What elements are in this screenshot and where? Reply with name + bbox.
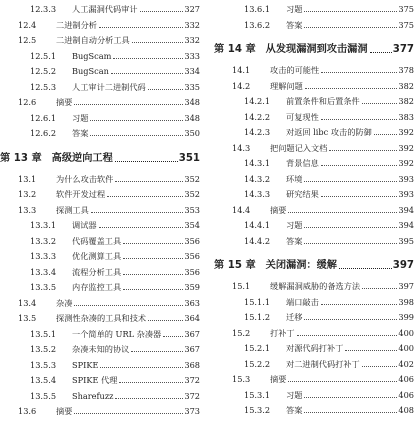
- toc-section-title: 对返回 libc 攻击的防御: [286, 127, 372, 137]
- toc-section-number: 13.5.2: [30, 344, 57, 354]
- toc-page-number: 392: [398, 142, 414, 153]
- toc-page-number: 354: [184, 220, 200, 230]
- toc-section-title: SPIKE 代理: [72, 375, 118, 385]
- dot-leader: [374, 134, 398, 135]
- toc-page-number: 363: [184, 297, 200, 308]
- toc-section-title: 二进制分析: [56, 19, 97, 30]
- toc-section-number: 13.5.3: [30, 359, 57, 370]
- toc-section-title: 端口敲击: [286, 296, 319, 307]
- dot-leader: [107, 196, 183, 197]
- dot-leader: [345, 350, 397, 351]
- toc-page-number: 377: [392, 44, 414, 55]
- toc-page-number: 373: [184, 406, 200, 416]
- toc-section-title: 人工漏洞代码审计: [72, 4, 138, 14]
- toc-entry: [232, 370, 414, 385]
- toc-section-title: 二进制自动分析工具: [56, 35, 130, 45]
- toc-page-number: 334: [184, 66, 200, 76]
- dot-leader: [163, 336, 183, 337]
- toc-entry: [18, 31, 200, 46]
- toc-page-number: 359: [184, 282, 200, 292]
- toc-section-title: 答案: [286, 19, 303, 30]
- dot-leader: [362, 366, 398, 367]
- toc-section-number: 14.2: [232, 80, 251, 91]
- dot-leader: [362, 103, 398, 104]
- dot-leader: [113, 58, 183, 59]
- toc-section-number: 13.2: [18, 189, 37, 199]
- toc-section-title: 缓解漏洞威胁的备选方法: [270, 281, 361, 291]
- toc-page-number: 348: [184, 112, 200, 123]
- dot-leader: [132, 42, 184, 43]
- dot-leader: [115, 161, 178, 162]
- dot-leader: [304, 27, 397, 28]
- toc-chapter-entry: [0, 146, 200, 166]
- toc-entry: [30, 247, 200, 262]
- toc-section-number: 13.4: [18, 297, 37, 308]
- toc-section-title: 迁移: [286, 312, 303, 322]
- toc-entry: [18, 201, 200, 216]
- toc-section-number: 13.1: [18, 173, 37, 184]
- toc-section-title: 研究结果: [286, 189, 319, 199]
- toc-page-number: 352: [184, 189, 200, 199]
- dot-leader: [99, 27, 183, 28]
- dot-leader: [115, 398, 183, 399]
- toc-section-title: 对源代码打补丁: [286, 343, 344, 353]
- toc-entry: [232, 324, 414, 339]
- dot-leader: [111, 73, 183, 74]
- toc-section-title: 调试器: [72, 220, 97, 230]
- dot-leader: [74, 413, 183, 414]
- toc-chapter-entry: [214, 37, 414, 57]
- toc-section-number: 12.6.1: [30, 112, 57, 123]
- dot-leader: [321, 196, 398, 197]
- toc-page-number: 408: [398, 405, 414, 415]
- toc-entry: [30, 263, 200, 278]
- toc-entry: [18, 170, 200, 185]
- toc-section-title: 软件开发过程: [56, 189, 106, 199]
- toc-page-number: 332: [184, 35, 200, 45]
- toc-page-number: 356: [184, 235, 200, 246]
- toc-section-number: 12.5.2: [30, 66, 57, 76]
- dot-leader: [100, 367, 183, 368]
- toc-entry: [18, 93, 200, 108]
- toc-entry: [18, 16, 200, 31]
- toc-section-number: 14.1: [232, 65, 251, 75]
- toc-entry: [244, 401, 414, 416]
- toc-entry: [30, 340, 200, 355]
- toc-section-number: 13.5.5: [30, 390, 57, 401]
- toc-entry: [30, 124, 200, 139]
- toc-page-number: 382: [398, 80, 414, 91]
- toc-section-number: 14.2.1: [244, 96, 271, 106]
- toc-section-number: 14.3.3: [244, 189, 271, 199]
- toc-page-number: 382: [398, 96, 414, 106]
- dot-leader: [304, 319, 397, 320]
- dot-leader: [370, 52, 392, 53]
- toc-entry: [244, 108, 414, 123]
- dot-leader: [305, 88, 398, 89]
- toc-section-title: 摘要: [270, 204, 287, 215]
- dot-leader: [123, 274, 183, 275]
- toc-section-number: 15.1.2: [244, 312, 271, 322]
- dot-leader: [123, 243, 183, 244]
- toc-section-title: 探测性杂凑的工具和技术: [56, 313, 147, 323]
- toc-page-number: 356: [184, 251, 200, 261]
- toc-page-number: 394: [398, 204, 414, 215]
- toc-page-number: 397: [398, 281, 414, 291]
- toc-page-number: 353: [184, 204, 200, 215]
- toc-section-title: 攻击的可能性: [270, 65, 320, 75]
- toc-section-number: 13.6: [18, 406, 37, 416]
- toc-section-number: 12.3.3: [30, 4, 57, 14]
- toc-section-title: 杂凑未知的协议: [72, 344, 130, 354]
- toc-section-number: 14.4.2: [244, 235, 271, 246]
- dot-leader: [148, 320, 183, 321]
- toc-entry: [30, 78, 200, 93]
- toc-page-number: 375: [398, 4, 414, 14]
- toc-page-number: 372: [184, 390, 200, 401]
- toc-entry: [232, 139, 414, 154]
- toc-section-title: 摘要: [270, 374, 287, 384]
- toc-section-title: 关闭漏洞：缓解: [265, 260, 337, 271]
- toc-entry: [30, 62, 200, 77]
- toc-section-number: 13.3.4: [30, 266, 57, 277]
- toc-section-number: 13.6.2: [244, 19, 271, 30]
- toc-page-number: 375: [398, 19, 414, 30]
- toc-entry: [244, 355, 414, 370]
- toc-entry: [30, 371, 200, 386]
- toc-section-number: 第 14 章: [214, 44, 256, 55]
- toc-entry: [30, 325, 200, 340]
- dot-leader: [304, 397, 397, 398]
- toc-entry: [30, 109, 200, 124]
- toc-entry: [244, 0, 414, 15]
- toc-section-title: 从发现漏洞到攻击漏洞: [265, 44, 368, 55]
- dot-leader: [339, 268, 392, 269]
- dot-leader: [90, 120, 183, 121]
- toc-page-number: 335: [184, 81, 200, 92]
- dot-leader: [321, 72, 397, 73]
- toc-entry: [244, 92, 414, 107]
- toc-section-title: 把问题记入文档: [270, 142, 328, 153]
- toc-entry: [244, 308, 414, 323]
- toc-section-title: 打补丁: [270, 327, 295, 338]
- toc-page-number: 333: [184, 50, 200, 61]
- dot-leader: [304, 412, 397, 413]
- toc-section-title: 为什么攻击软件: [56, 173, 114, 184]
- toc-section-title: 前置条件和后置条件: [286, 96, 360, 106]
- dot-leader: [74, 104, 183, 105]
- dot-leader: [304, 227, 397, 228]
- toc-section-number: 第 13 章: [0, 152, 42, 164]
- toc-entry: [30, 387, 200, 402]
- toc-page-number: 367: [184, 344, 200, 354]
- toc-page-number: 402: [398, 358, 414, 369]
- toc-section-title: 高级逆向工程: [51, 152, 113, 164]
- toc-section-title: 习题: [72, 112, 89, 123]
- toc-page-number: 400: [398, 343, 414, 353]
- dot-leader: [148, 89, 184, 90]
- toc-section-number: 14.4: [232, 204, 251, 215]
- dot-leader: [91, 212, 184, 213]
- dot-leader: [288, 212, 397, 213]
- toc-entry: [30, 278, 200, 293]
- toc-section-number: 12.5.3: [30, 81, 57, 92]
- toc-entry: [244, 386, 414, 401]
- toc-section-title: 答案: [72, 128, 89, 138]
- toc-page-number: 406: [398, 389, 414, 400]
- dot-leader: [90, 135, 183, 136]
- toc-page-number: 372: [184, 375, 200, 385]
- toc-page-number: 392: [398, 158, 414, 168]
- toc-section-title: 摘要: [56, 406, 73, 416]
- toc-section-title: 背景信息: [286, 158, 319, 168]
- dot-leader: [131, 351, 183, 352]
- toc-page-number: 399: [398, 312, 414, 322]
- toc-page-number: 368: [184, 359, 200, 370]
- toc-section-number: 第 15 章: [214, 260, 256, 271]
- toc-page-number: 348: [184, 97, 200, 107]
- toc-section-title: 对二进制代码打补丁: [286, 358, 360, 369]
- toc-section-number: 15.2.2: [244, 358, 271, 369]
- toc-section-number: 15.2.1: [244, 343, 271, 353]
- toc-section-number: 13.3.2: [30, 235, 57, 246]
- toc-section-number: 15.3: [232, 374, 251, 384]
- toc-entry: [30, 232, 200, 247]
- toc-page-number: 352: [184, 173, 200, 184]
- toc-page-number: 398: [398, 296, 414, 307]
- toc-page-number: 400: [398, 327, 414, 338]
- toc-section-title: 代码覆盖工具: [72, 235, 122, 246]
- toc-section-number: 12.4: [18, 19, 37, 30]
- toc-entry: [18, 185, 200, 200]
- toc-entry: [18, 402, 200, 417]
- toc-entry: [244, 185, 414, 200]
- toc-section-number: 15.3.2: [244, 405, 271, 415]
- dot-leader: [74, 305, 183, 306]
- toc-entry: [232, 277, 414, 292]
- toc-page-number: 393: [398, 189, 414, 199]
- toc-page-number: 394: [398, 220, 414, 230]
- toc-entry: [30, 216, 200, 231]
- dot-leader: [288, 381, 397, 382]
- dot-leader: [362, 288, 397, 289]
- toc-entry: [244, 339, 414, 354]
- toc-section-title: BugScan: [72, 66, 109, 76]
- toc-page-number: 378: [398, 65, 414, 75]
- dot-leader: [297, 335, 398, 336]
- toc-section-number: 15.2: [232, 327, 251, 338]
- toc-section-title: 一个简单的 URL 杂凑器: [72, 328, 162, 339]
- toc-entry: [232, 61, 414, 76]
- toc-entry: [30, 0, 200, 15]
- toc-section-number: 14.3.1: [244, 158, 271, 168]
- toc-entry: [18, 309, 200, 324]
- toc-section-title: Sharefuzz: [72, 390, 114, 401]
- dot-leader: [321, 119, 398, 120]
- toc-section-number: 13.3.3: [30, 251, 57, 261]
- toc-section-number: 13.3.5: [30, 282, 57, 292]
- toc-section-number: 15.3.1: [244, 389, 271, 400]
- dot-leader: [99, 227, 184, 228]
- toc-section-title: SPIKE: [72, 359, 99, 370]
- toc-section-number: 12.5.1: [30, 50, 57, 61]
- dot-leader: [329, 150, 397, 151]
- toc-section-title: 环境: [286, 173, 303, 184]
- toc-page-number: 406: [398, 374, 414, 384]
- toc-entry: [244, 293, 414, 308]
- dot-leader: [321, 304, 398, 305]
- toc-entry: [244, 216, 414, 231]
- toc-section-title: 探测工具: [56, 204, 89, 215]
- toc-section-number: 15.1: [232, 281, 251, 291]
- dot-leader: [304, 181, 397, 182]
- dot-leader: [119, 382, 183, 383]
- toc-entry: [30, 356, 200, 371]
- toc-section-number: 12.6.2: [30, 128, 57, 138]
- toc-page-number: 327: [184, 4, 200, 14]
- toc-entry: [232, 77, 414, 92]
- toc-section-title: 人工审计二进制代码: [72, 81, 146, 92]
- toc-page-number: 350: [184, 128, 200, 138]
- toc-section-title: 习题: [286, 4, 303, 14]
- dot-leader: [304, 11, 397, 12]
- toc-section-title: 摘要: [56, 97, 73, 107]
- toc-page-number: 393: [398, 173, 414, 184]
- toc-section-number: 13.5.4: [30, 375, 57, 385]
- toc-section-number: 12.6: [18, 97, 37, 107]
- toc-section-title: 内存监控工具: [72, 282, 122, 292]
- toc-page-number: 392: [398, 127, 414, 137]
- toc-section-number: 14.3: [232, 142, 251, 153]
- dot-leader: [304, 243, 397, 244]
- toc-page-number: 332: [184, 19, 200, 30]
- toc-section-title: 可复现性: [286, 111, 319, 122]
- toc-section-title: BugScam: [72, 50, 112, 61]
- toc-entry: [232, 201, 414, 216]
- toc-page-number: 395: [398, 235, 414, 246]
- toc-page-number: 397: [392, 260, 414, 271]
- dot-leader: [115, 181, 183, 182]
- toc-section-title: 习题: [286, 220, 303, 230]
- toc-entry: [18, 294, 200, 309]
- toc-entry: [244, 16, 414, 31]
- dot-leader: [140, 11, 184, 12]
- toc-entry: [244, 123, 414, 138]
- toc-section-number: 14.3.2: [244, 173, 271, 184]
- toc-section-number: 12.5: [18, 35, 37, 45]
- toc-page-number: 356: [184, 266, 200, 277]
- toc-entry: [244, 154, 414, 169]
- toc-section-title: 流程分析工具: [72, 266, 122, 277]
- toc-page-number: 383: [398, 111, 414, 122]
- toc-chapter-entry: [214, 253, 414, 273]
- toc-section-number: 15.1.1: [244, 296, 271, 307]
- toc-section-title: 答案: [286, 235, 303, 246]
- toc-entry: [30, 47, 200, 62]
- toc-section-number: 14.4.1: [244, 220, 271, 230]
- toc-section-number: 13.5.1: [30, 328, 57, 339]
- toc-section-title: 习题: [286, 389, 303, 400]
- toc-section-title: 答案: [286, 405, 303, 415]
- toc-section-number: 13.6.1: [244, 4, 271, 14]
- toc-section-number: 14.2.2: [244, 111, 271, 122]
- toc-page-number: 351: [178, 152, 200, 164]
- toc-section-title: 杂凑: [56, 297, 73, 308]
- dot-leader: [123, 289, 183, 290]
- toc-section-number: 13.3: [18, 204, 37, 215]
- toc-section-number: 13.5: [18, 313, 37, 323]
- toc-entry: [244, 170, 414, 185]
- toc-page-number: 367: [184, 328, 200, 339]
- toc-page-number: 364: [184, 313, 200, 323]
- toc-entry: [244, 232, 414, 247]
- toc-section-number: 13.3.1: [30, 220, 57, 230]
- dot-leader: [123, 258, 183, 259]
- toc-section-number: 14.2.3: [244, 127, 271, 137]
- dot-leader: [321, 165, 398, 166]
- toc-section-title: 优化测算工具: [72, 251, 122, 261]
- toc-section-title: 理解问题: [270, 80, 303, 91]
